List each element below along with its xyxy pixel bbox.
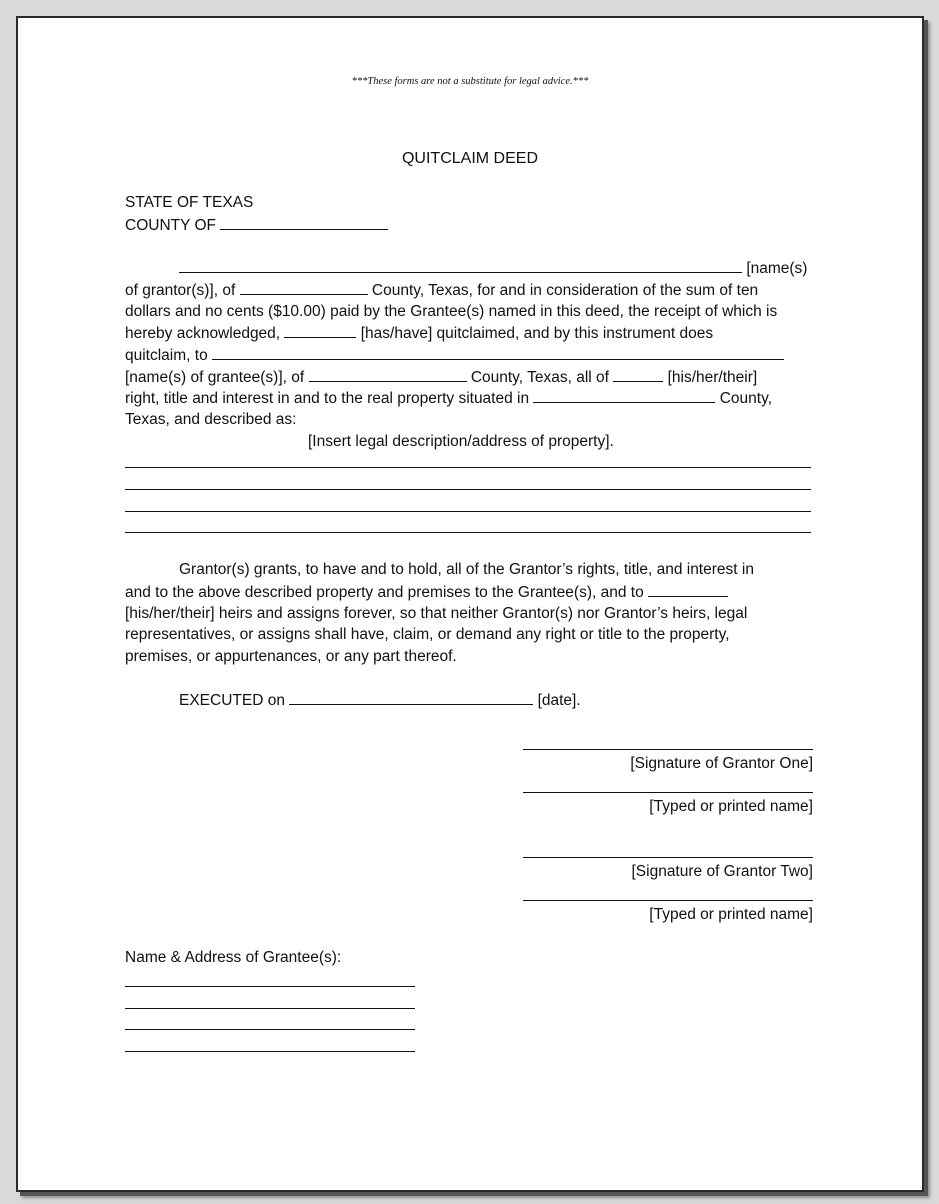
document-title: QUITCLAIM DEED: [401, 150, 538, 167]
legal-description-line: [125, 467, 811, 468]
disclaimer: ***These forms are not a substitute for legal advice.***: [351, 76, 589, 87]
legal-description-line: [125, 511, 811, 512]
text-fragment: County, Texas, for and in consideration of the sum of ten: [371, 282, 759, 299]
grantor-two-printed-name-label: [Typed or printed name]: [649, 906, 813, 923]
all-of-blank: [613, 367, 663, 382]
text-fragment: of grantor(s)], of: [125, 282, 236, 299]
grantor-two-signature-label: [Signature of Grantor Two]: [631, 863, 813, 880]
p2-line-5: premises, or appurtenances, or any part thereof.: [125, 648, 457, 665]
text-fragment: quitclaim, to: [125, 347, 208, 364]
grantor-name-blank: [179, 258, 742, 273]
document-page: [16, 16, 924, 1192]
grantee-address-label: Name & Address of Grantee(s):: [125, 949, 342, 966]
grantor-one-printed-name-label: [Typed or printed name]: [649, 798, 813, 815]
property-county-blank: [533, 388, 715, 403]
county-line: [125, 215, 388, 236]
legal-description-placeholder: [Insert legal description/address of property].: [308, 433, 614, 450]
county-blank: [220, 215, 388, 230]
grantee-address-line: [125, 1029, 415, 1030]
grantor-county-blank: [240, 280, 368, 295]
legal-description-line: [125, 489, 811, 490]
p1-line-6: [125, 367, 757, 388]
grantor-one-signature-label: [Signature of Grantor One]: [630, 755, 813, 772]
date-blank: [289, 690, 533, 705]
text-fragment: County, Texas, all of: [470, 369, 609, 386]
p1-line-5: [125, 345, 784, 366]
p1-line-2: [125, 280, 758, 301]
text-fragment: County,: [719, 390, 773, 407]
signature-line: [523, 749, 813, 750]
p1-line-4: [125, 323, 713, 344]
printed-name-line: [523, 900, 813, 901]
signature-line: [523, 857, 813, 858]
p2-line-4: representatives, or assigns shall have, claim, or demand any right or title to the property,: [125, 626, 730, 643]
grantee-address-line: [125, 1051, 415, 1052]
grantor-name-line: [179, 258, 807, 279]
county-label: COUNTY OF: [125, 217, 216, 234]
state-line: STATE OF TEXAS: [125, 194, 254, 211]
printed-name-line: [523, 792, 813, 793]
p2-line-3: [his/her/their] heirs and assigns forever, so that neither Grantor(s) nor Grantor’s heirs, legal: [125, 605, 748, 622]
grantee-address-line: [125, 1008, 415, 1009]
grantee-name-blank: [212, 345, 784, 360]
p1-line-8: Texas, and described as:: [125, 411, 297, 428]
has-have-blank: [284, 323, 356, 338]
executed-line: [179, 690, 581, 711]
grantee-address-line: [125, 986, 415, 987]
legal-description-line: [125, 532, 811, 533]
his-her-their-blank: [648, 582, 728, 597]
p1-line-3: dollars and no cents ($10.00) paid by the Grantee(s) named in this deed, the receipt of which is: [125, 303, 778, 320]
text-fragment: [name(s) of grantee(s)], of: [125, 369, 305, 386]
p2-line-1: Grantor(s) grants, to have and to hold, all of the Grantor’s rights, title, and interest in: [179, 561, 754, 578]
text-fragment: hereby acknowledged,: [125, 325, 281, 342]
text-fragment: [has/have] quitclaimed, and by this instrument does: [360, 325, 714, 342]
text-fragment: [his/her/their]: [667, 369, 758, 386]
text-fragment: right, title and interest in and to the real property situated in: [125, 390, 530, 407]
executed-label: EXECUTED on: [179, 692, 285, 709]
p2-line-2: [125, 582, 728, 603]
grantee-county-blank: [309, 367, 467, 382]
text-fragment: and to the above described property and premises to the Grantee(s), and to: [125, 584, 644, 601]
grantor-name-label: [name(s): [746, 260, 808, 277]
date-label: [date].: [537, 692, 581, 709]
p1-line-7: [125, 388, 772, 409]
